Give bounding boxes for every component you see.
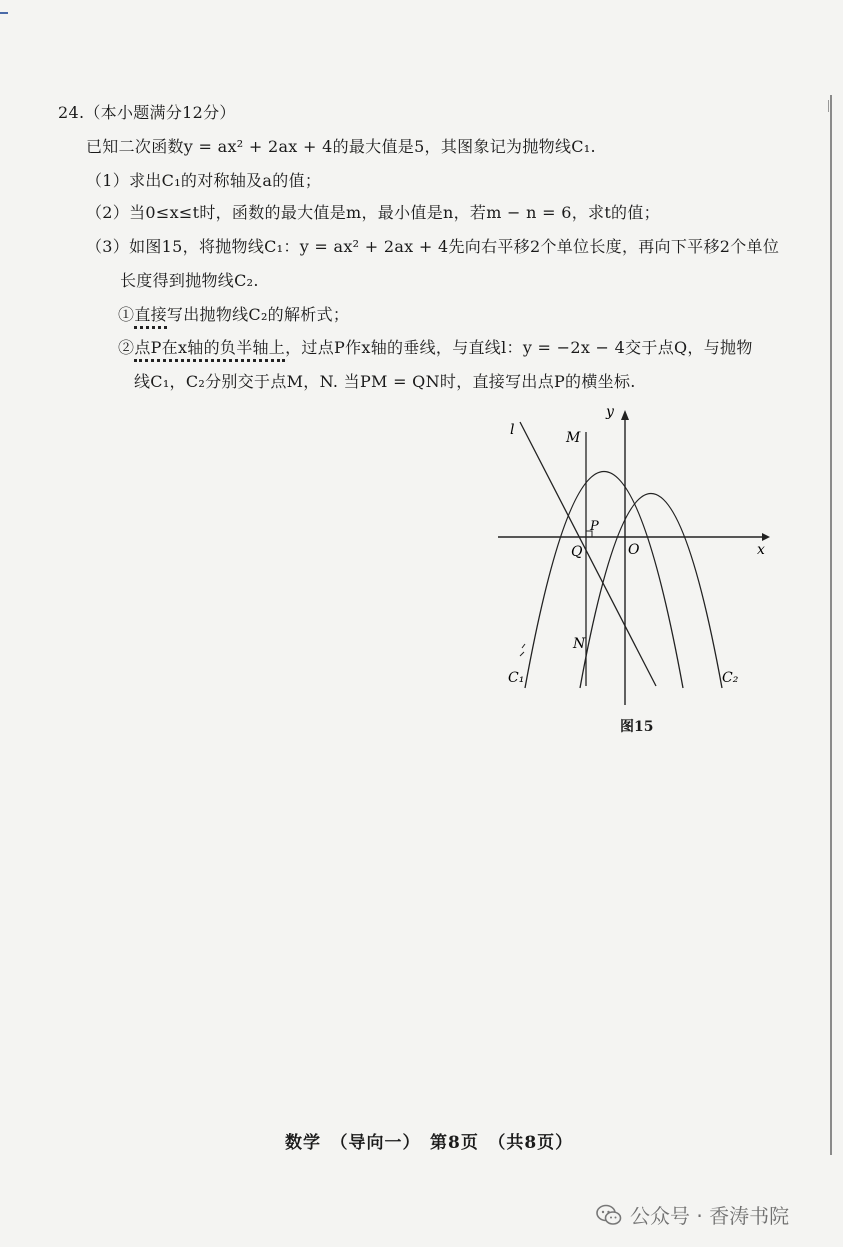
question-part1: （1）求出C₁的对称轴及a的值； [86, 171, 322, 190]
label-m: M [566, 430, 581, 446]
question-stem: 已知二次函数y = ax² + 2ax + 4的最大值是5，其图象记为抛物线C₁. [86, 137, 596, 156]
subquestion-2 [118, 335, 753, 358]
label-l: l [510, 422, 515, 438]
page-footer: 数学 （导向一） 第8页 （共8页） [285, 1133, 574, 1153]
page-tick [828, 100, 834, 112]
y-axis-arrow [621, 410, 629, 420]
sub2-mark: ② [118, 338, 135, 357]
watermark-text: 公众号 · 香涛书院 [630, 1204, 790, 1228]
question-part3-line2: 长度得到抛物线C₂. [120, 271, 259, 290]
sub1-mark: ① [118, 305, 135, 324]
label-q: Q [571, 544, 583, 560]
dash-mark [520, 652, 524, 656]
sub2-rest: ，过点P作x轴的垂线，与直线l：y = −2x − 4交于点Q，与抛物 [285, 338, 753, 357]
label-x: x [757, 542, 765, 558]
label-c2: C₂ [722, 670, 739, 686]
figure-graph [496, 400, 786, 710]
label-y: y [606, 404, 614, 420]
subquestion-2-line2: 线C₁，C₂分别交于点M，N. 当PM = QN时，直接写出点P的横坐标. [134, 372, 636, 391]
sub1-rest: 写出抛物线C₂的解析式； [166, 305, 350, 324]
label-c1: C₁ [508, 670, 525, 686]
sub2-emphasis: 点P在x轴的负半轴上 [134, 338, 285, 362]
dash-mark [522, 644, 525, 648]
sub1-emphasis: 直接 [134, 305, 167, 329]
figure-caption: 图15 [620, 719, 654, 735]
page-edge [830, 95, 832, 1155]
corner-mark [0, 12, 8, 14]
question-part2: （2）当0≤x≤t时，函数的最大值是m，最小值是n，若m − n = 6，求t的值； [86, 203, 660, 222]
parabola-c2 [580, 494, 722, 689]
subquestion-1 [118, 302, 349, 325]
question-header: 24.（本小题满分12分） [58, 103, 236, 122]
wechat-icon [596, 1204, 622, 1226]
figure-15 [496, 400, 786, 710]
x-axis-arrow [762, 533, 770, 541]
label-n: N [573, 636, 586, 652]
question-part3-line1: （3）如图15，将抛物线C₁：y = ax² + 2ax + 4先向右平移2个单位长度，再向下平移2个单位 [86, 237, 780, 256]
label-o: O [628, 542, 640, 558]
watermark [596, 1200, 789, 1229]
label-p: P [590, 519, 599, 534]
